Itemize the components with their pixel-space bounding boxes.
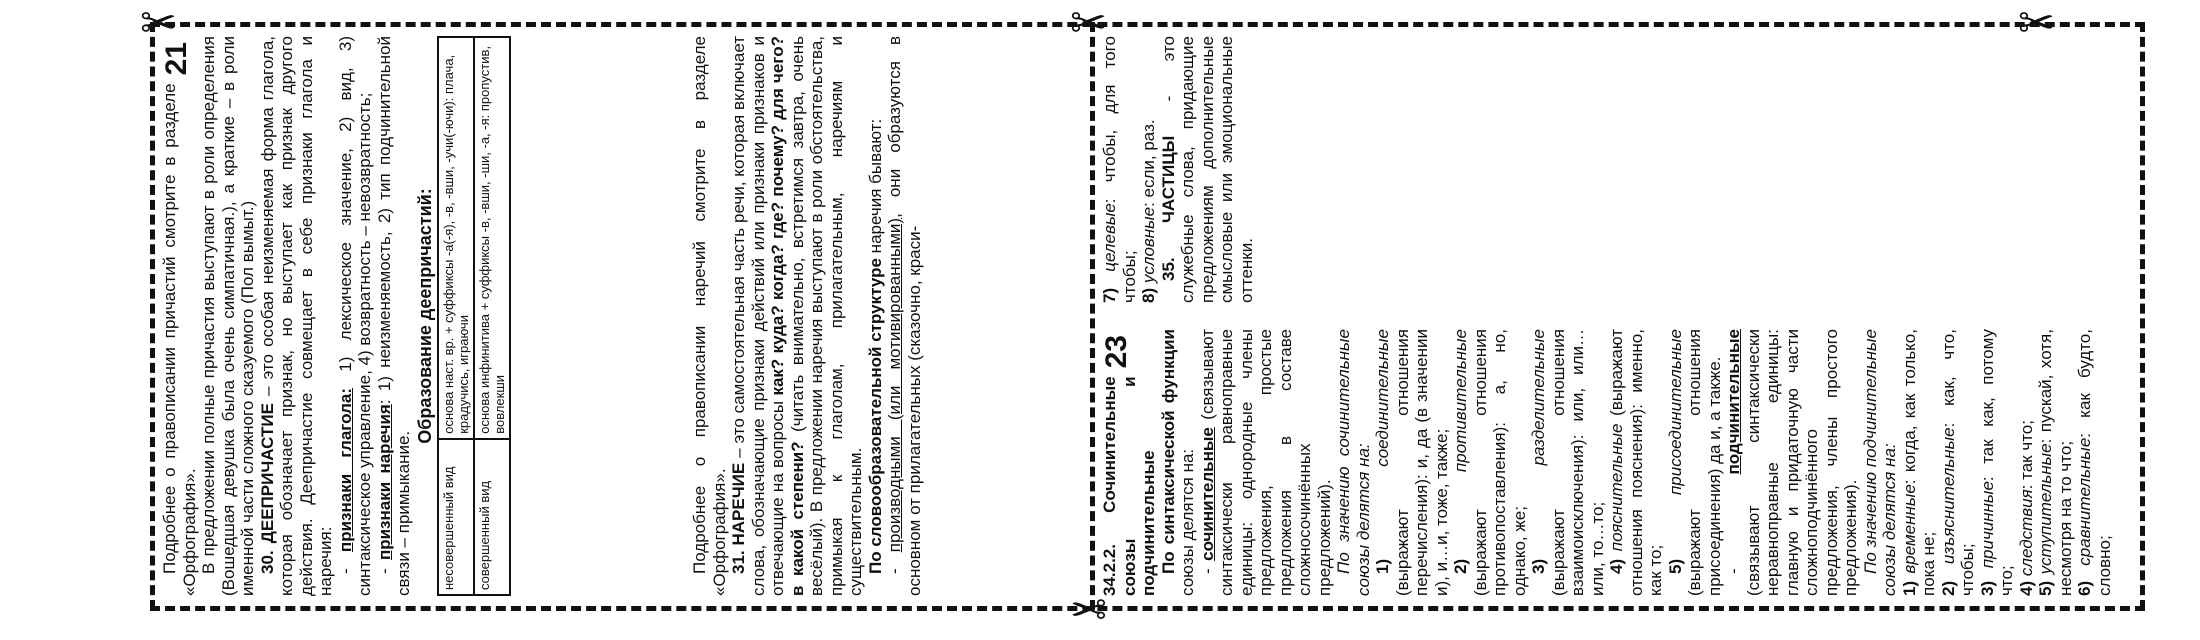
list-item: 3) разделительные (выражают отношения взаимоисключения): или, или…или, то…то;: [1529, 329, 1607, 596]
cut-line-top: [150, 22, 2145, 27]
list-item: 4) следствия: так что;: [2016, 420, 2036, 596]
formation-table: [437, 36, 511, 596]
scissors-icon: ✂: [2018, 0, 2055, 49]
paragraph-gerund: 30. ДЕЕПРИЧАСТИЕ – это особая неизменяемая форма глагола, которая обозначает признак, но выступает как признак другого действия. Деепричастие совмещает в себе признаки глагола и наречия:: [257, 36, 335, 596]
paragraph-particles: 35. ЧАСТИЦЫ - это служебные слова, придающие предложениям дополнительные смысловые или эмоциональные оттенки.: [1158, 36, 1256, 303]
section-title: 30. ДЕЕПРИЧАСТИЕ: [257, 403, 277, 574]
list-item: 3) причинные: так как, потому что;: [1977, 329, 2016, 596]
card-23-columns: [1100, 36, 2130, 596]
scissors-icon: ✂: [1070, 582, 1107, 633]
list-item: 7) целевые: чтобы, для того чтобы;: [1100, 36, 1139, 303]
list-item: 5) присоединительные (выражают отношения присоединения) да и, а также.: [1665, 329, 1724, 596]
list-item: 8) условные: если, раз.: [1139, 119, 1158, 303]
section-title: 31. НАРЕЧИЕ: [729, 462, 748, 574]
list-item: 4) пояснительные (выражают отношения пояснения): именно, как то;: [1607, 329, 1665, 596]
table-cell: основа наст. вр. + суффиксы -а(-я), -в, -вши, -учи(-ючи): плача, крадучись, играючи: [438, 37, 474, 439]
cut-line-left: [150, 22, 155, 610]
paragraph-adverb: 31. НАРЕЧИЕ – это самостоятельная часть речи, которая включает слова, обозначающие признаки действий или признаки признаков и отвечающие на вопросы как? куда? когда? где? почему? для чего? в какой степени? (читать внимательно, встретимся завтра, очень весёлый). В предложении наречия выступают в роли обстоятельства, примыкая к глаголам, прилагательным, наречиям и существительным.: [729, 36, 865, 596]
card-number: 21: [160, 42, 193, 76]
cut-line-bottom: [150, 606, 2145, 611]
paragraph-sub-meaning: По значению подчинительные союзы делятся на:: [1860, 329, 1899, 596]
table-row: [438, 37, 474, 595]
paragraph-coordinating: - сочинительные (связывают синтаксически равноправные единицы: однородные члены предложения, простые предложения в составе сложносочинённых предложений).: [1197, 329, 1334, 596]
list-item: 1) соединительные (выражают отношения перечисления): и, да (в значении и), и…и, тоже, также;: [1373, 329, 1451, 596]
list-item: 1) временные: когда, как только, пока не;: [1899, 329, 1938, 596]
paragraph-adverb-signs: - признаки наречия: 1) неизменяемость, 2) тип подчинительной связи – примыкание.: [374, 35, 413, 596]
list-item: 2) противительные (выражают отношения противопоставления): а, но, однако, же;: [1451, 329, 1529, 596]
list-item: 2) изъяснительные: как, что, чтобы;: [1938, 329, 1977, 596]
paragraph-coord-meaning: По значению сочинительные союзы делятся на:: [1334, 329, 1373, 596]
paragraph-reference: Подробнее о правописании причастий смотрите в разделе «Орфография».: [160, 83, 199, 596]
paragraph-participles: В предложении полные причастия выступают в роли определения (Вошедшая девушка была очень симпатичная.), а краткие – в роли именной части сложного сказуемого (Пол вымыт.): [199, 36, 257, 596]
paragraph-subordinating: - подчинительные (связывают синтаксически неравноправные единицы: главную и придаточную части сложноподчинённого предложения, члены простого предложения).: [1724, 329, 1860, 596]
formation-title: Образование деепричастий:: [414, 188, 435, 444]
paragraph-verb-signs: - признаки глагола: 1) лексическое значение, 2) вид, 3) синтаксическое управление, 4) возвратность – невозвратность;: [335, 36, 374, 596]
list-item: 6) сравнительные: как будто, словно;: [2075, 329, 2114, 596]
scissors-icon: ✂: [140, 0, 177, 49]
card-23: [1100, 36, 2130, 596]
section-title: 34.2.2. Сочинительные союзы и подчинительные: [1100, 376, 1158, 596]
table-cell: совершенный вид: [474, 439, 510, 595]
paragraph-derived: - производными (или мотивированными), они образуются в основном от прилагательных (сказочно, краси-: [885, 35, 924, 596]
table-row: [474, 37, 510, 595]
cut-line-right: [2140, 22, 2145, 610]
paragraph-reference: Подробнее о правописании наречий смотрите в разделе «Орфография».: [690, 36, 729, 596]
scissors-icon: ✂: [1070, 0, 1107, 49]
table-cell: несовершенный вид: [438, 439, 474, 595]
paragraph-syntax-function: По синтаксической функции союзы делятся на:: [1158, 329, 1197, 596]
paragraph-structure: По словообразовательной структуре наречия бывают:: [865, 118, 885, 574]
table-cell: основа инфинитива + суффиксы -в, -вши, -ши, -а, -я: пропустив, вовлекши: [474, 37, 510, 439]
section-title: 35. ЧАСТИЦЫ: [1158, 135, 1178, 281]
list-item: 5) уступительные: пускай, хотя, несмотря на то что;: [2036, 329, 2075, 596]
card-number: 23: [1100, 335, 1133, 369]
card-21-column-1: [160, 35, 507, 596]
